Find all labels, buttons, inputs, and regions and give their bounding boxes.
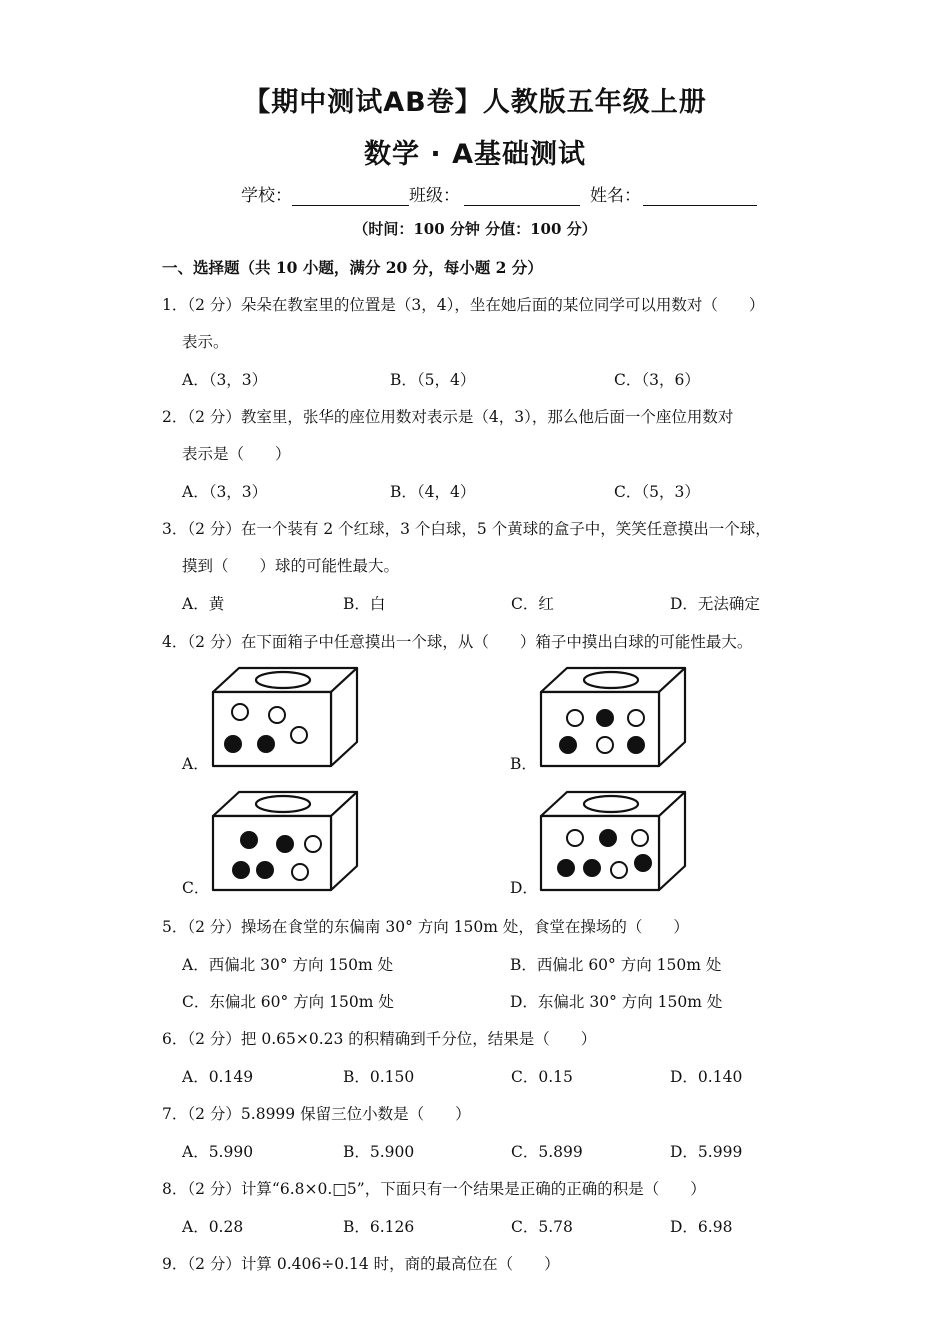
box-opening — [584, 796, 638, 812]
black-ball — [597, 710, 613, 726]
question-text: （2 分）5.8999 保留三位小数是（ ） — [187, 1105, 471, 1123]
q7-option-d[interactable]: D．5.999 — [670, 1143, 743, 1161]
q5-option-c[interactable]: C．东偏北 60° 方向 150m 处 — [182, 993, 394, 1011]
white-ball — [597, 737, 613, 753]
q2-option-b[interactable]: B．（4，4） — [390, 483, 476, 501]
black-ball — [584, 860, 600, 876]
question-3 — [162, 517, 771, 539]
black-ball — [233, 862, 249, 878]
question-number: 7． — [162, 1105, 188, 1123]
school-label: 学校： — [241, 186, 292, 206]
q4-option-a[interactable]: A． — [182, 755, 209, 773]
box-front-face — [541, 692, 659, 766]
q6-option-b[interactable]: B．0.150 — [343, 1068, 415, 1086]
black-ball — [628, 737, 644, 753]
question-6 — [162, 1027, 596, 1049]
white-ball — [611, 862, 627, 878]
box-c-figure — [205, 788, 365, 896]
q3-option-d[interactable]: D．无法确定 — [670, 595, 760, 613]
question-number: 6． — [162, 1030, 188, 1048]
name-label: 姓名： — [590, 186, 641, 206]
black-ball — [560, 737, 576, 753]
q1-option-a[interactable]: A．（3，3） — [182, 371, 268, 389]
student-info-row — [241, 181, 757, 206]
box-front-face — [213, 692, 331, 766]
q5-option-a[interactable]: A．西偏北 30° 方向 150m 处 — [182, 956, 394, 974]
question-number: 2． — [162, 408, 188, 426]
white-ball — [292, 864, 308, 880]
box-opening — [584, 672, 638, 688]
question-1 — [162, 293, 764, 315]
question-8 — [162, 1177, 706, 1199]
q4-option-d[interactable]: D． — [510, 879, 538, 897]
white-ball — [628, 710, 644, 726]
question-4 — [162, 630, 752, 652]
black-ball — [277, 836, 293, 852]
white-ball — [232, 704, 248, 720]
q4-option-b[interactable]: B． — [510, 755, 537, 773]
q5-option-b[interactable]: B．西偏北 60° 方向 150m 处 — [510, 956, 722, 974]
class-blank[interactable] — [464, 187, 580, 206]
name-blank[interactable] — [643, 187, 757, 206]
q3-option-a[interactable]: A．黄 — [182, 595, 225, 613]
q8-option-a[interactable]: A．0.28 — [182, 1218, 244, 1236]
box-d-figure — [533, 788, 693, 896]
box-a-figure — [205, 664, 365, 772]
q8-option-b[interactable]: B．6.126 — [343, 1218, 415, 1236]
question-text: （2 分）计算 0.406÷0.14 时，商的最高位在（ ） — [187, 1255, 560, 1273]
question-number: 4． — [162, 633, 188, 651]
white-ball — [291, 727, 307, 743]
white-ball — [269, 707, 285, 723]
question-text: （2 分）在一个装有 2 个红球，3 个白球，5 个黄球的盒子中，笑笑任意摸出一个球， — [187, 520, 771, 538]
q1-option-c[interactable]: C．（3，6） — [614, 371, 700, 389]
question-number: 9． — [162, 1255, 188, 1273]
white-ball — [305, 836, 321, 852]
box-opening — [256, 672, 310, 688]
question-text: （2 分）教室里，张华的座位用数对表示是（4，3），那么他后面一个座位用数对 — [187, 408, 734, 426]
q6-option-c[interactable]: C．0.15 — [511, 1068, 573, 1086]
q3-option-b[interactable]: B．白 — [343, 595, 386, 613]
question-number: 3． — [162, 520, 188, 538]
question-number: 1． — [162, 296, 188, 314]
question-3-line2: 摸到（ ）球的可能性最大。 — [182, 557, 400, 575]
black-ball — [600, 830, 616, 846]
q2-option-a[interactable]: A．（3，3） — [182, 483, 268, 501]
q3-option-c[interactable]: C．红 — [511, 595, 554, 613]
q7-option-a[interactable]: A．5.990 — [182, 1143, 254, 1161]
exam-title: 【期中测试AB卷】人教版五年级上册 — [243, 87, 707, 118]
q4-option-c[interactable]: C． — [182, 879, 210, 897]
exam-subtitle: 数学 · A基础测试 — [364, 139, 586, 170]
class-label: 班级： — [409, 186, 460, 206]
question-7 — [162, 1102, 471, 1124]
black-ball — [241, 832, 257, 848]
black-ball — [225, 736, 241, 752]
box-b-figure — [533, 664, 693, 772]
school-blank[interactable] — [292, 187, 409, 206]
question-text: （2 分）操场在食堂的东偏南 30° 方向 150m 处，食堂在操场的（ ） — [187, 918, 689, 936]
question-text: （2 分）计算“6.8×0.□5”，下面只有一个结果是正确的正确的积是（ ） — [187, 1180, 706, 1198]
question-9 — [162, 1252, 560, 1274]
black-ball — [257, 862, 273, 878]
question-text: （2 分）把 0.65×0.23 的积精确到千分位，结果是（ ） — [187, 1030, 597, 1048]
question-number: 5． — [162, 918, 188, 936]
q7-option-b[interactable]: B．5.900 — [343, 1143, 415, 1161]
box-front-face — [213, 816, 331, 890]
black-ball — [635, 855, 651, 871]
question-number: 8． — [162, 1180, 188, 1198]
question-text: （2 分）在下面箱子中任意摸出一个球，从（ ）箱子中摸出白球的可能性最大。 — [187, 633, 753, 651]
q8-option-c[interactable]: C．5.78 — [511, 1218, 573, 1236]
box-front-face — [541, 816, 659, 890]
q8-option-d[interactable]: D．6.98 — [670, 1218, 733, 1236]
question-2-line2: 表示是（ ） — [182, 445, 291, 463]
white-ball — [567, 830, 583, 846]
white-ball — [567, 710, 583, 726]
q5-option-d[interactable]: D．东偏北 30° 方向 150m 处 — [510, 993, 723, 1011]
black-ball — [258, 736, 274, 752]
q2-option-c[interactable]: C．（5，3） — [614, 483, 700, 501]
question-2 — [162, 405, 733, 427]
q1-option-b[interactable]: B．（5，4） — [390, 371, 476, 389]
white-ball — [632, 830, 648, 846]
box-opening — [256, 796, 310, 812]
question-5 — [162, 915, 689, 937]
exam-meta: （时间：100 分钟 分值：100 分） — [353, 220, 597, 238]
black-ball — [558, 860, 574, 876]
q7-option-c[interactable]: C．5.899 — [511, 1143, 583, 1161]
q6-option-d[interactable]: D．0.140 — [670, 1068, 743, 1086]
question-text: （2 分）朵朵在教室里的位置是（3，4），坐在她后面的某位同学可以用数对（ ） — [187, 296, 765, 314]
section-heading: 一、选择题（共 10 小题，满分 20 分，每小题 2 分） — [162, 258, 543, 277]
q6-option-a[interactable]: A．0.149 — [182, 1068, 254, 1086]
question-1-line2: 表示。 — [182, 333, 229, 351]
